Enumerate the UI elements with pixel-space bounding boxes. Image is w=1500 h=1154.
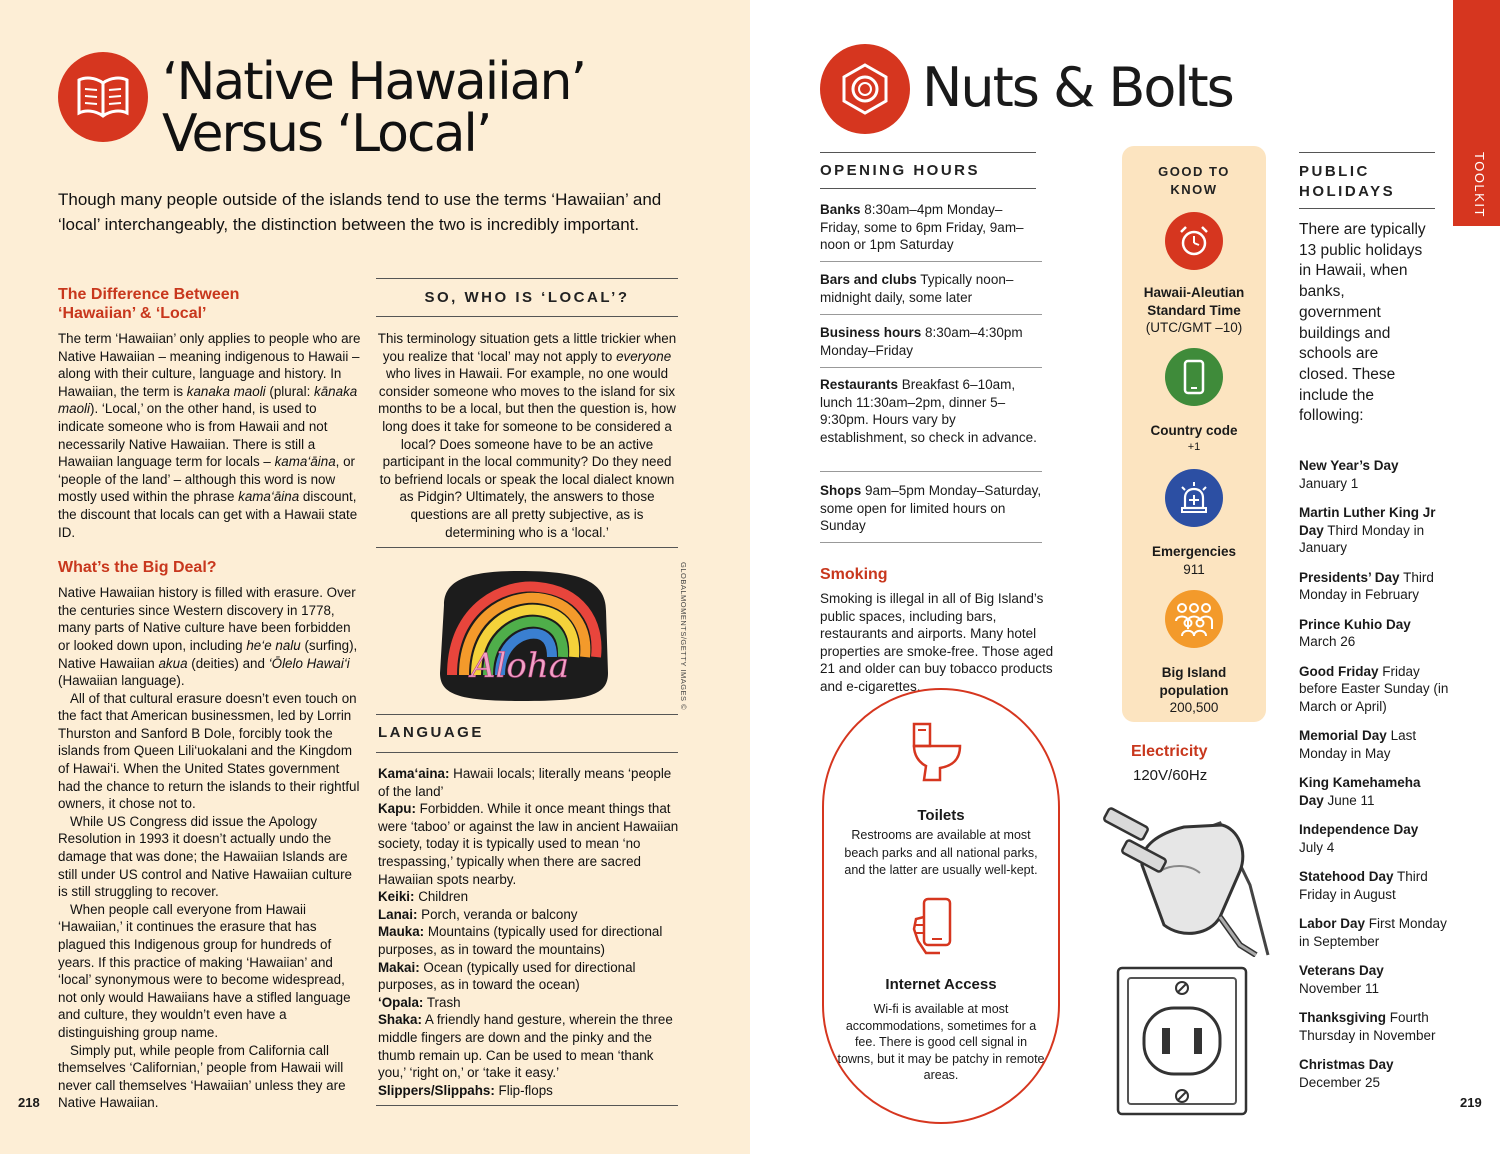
gtk-emergency-text [1122, 543, 1266, 578]
definition: Porch, veranda or balcony [417, 906, 578, 922]
text-run: kama‘āina [274, 454, 336, 470]
holiday-item [1299, 504, 1449, 557]
holiday-date: Last Monday in May [1299, 728, 1417, 761]
gtk-value: +1 [1187, 441, 1201, 453]
public-holidays-heading [1299, 162, 1395, 202]
holiday-name: Prince Kuhio Day [1299, 616, 1411, 632]
text-run: (surfing), Native Hawaiian [58, 637, 358, 671]
toilet-icon [910, 720, 966, 784]
holiday-item [1299, 962, 1449, 997]
language-item [378, 959, 682, 994]
smoking-heading: Smoking [820, 566, 888, 583]
gtk-country-text [1122, 422, 1266, 456]
holidays-intro: There are typically 13 public holidays in Hawaii, when banks, government buildings and schools are closed. These include the following: [1299, 221, 1426, 425]
divider [820, 367, 1042, 368]
divider [820, 471, 1042, 472]
holiday-item [1299, 774, 1449, 809]
page-number: 219 [1460, 1095, 1482, 1110]
us-plug-illustration [1100, 805, 1270, 957]
text-run: akua [158, 655, 188, 671]
oh-text: 9am–5pm Monday–Saturday, some open for limited hours on Sunday [820, 483, 1042, 533]
holiday-item [1299, 821, 1449, 856]
title-line-2: Versus ‘Local’ [162, 104, 491, 164]
language-item [378, 994, 682, 1012]
gtk-label: Emergencies [1151, 544, 1237, 559]
holiday-date: Third Friday in August [1299, 869, 1428, 902]
holidays-list [1299, 457, 1449, 1091]
term: Mauka: [378, 924, 425, 940]
definition: A friendly hand gesture, wherein the three middle fingers are down and the pinky and the thumb remain up. Can be used to mean ‘thank you,’ ‘right on,’ or ‘take it easy.’ [378, 1012, 673, 1081]
text-run: Native Hawaiian history is filled with erasure. Over the centuries since Western discovery in 1778, many parts of Native culture have been forbidden or looked down upon, including [58, 585, 356, 653]
text-run: ‘Ōlelo Hawai‘i [268, 655, 350, 671]
gtk-value: 911 [1183, 561, 1205, 577]
holiday-item [1299, 1056, 1449, 1091]
holiday-item [1299, 727, 1449, 762]
gtk-value: (UTC/GMT –10) [1145, 320, 1243, 335]
page-title [162, 52, 722, 164]
oh-text: Breakfast 6–10am, lunch 11:30am–2pm, dinner 5–9:30pm. Hours vary by establishment, so check in advance. [820, 377, 1037, 445]
internet-heading: Internet Access [885, 976, 997, 993]
holiday-item [1299, 915, 1449, 950]
paragraph [58, 584, 364, 690]
aloha-rock-photo [430, 565, 616, 705]
language-item [378, 800, 682, 888]
oh-label: Shops [820, 483, 862, 498]
definition: Trash [423, 994, 461, 1010]
definition: Flip-flops [494, 1082, 553, 1098]
right-page [750, 0, 1500, 1154]
oh-text: 8:30am–4:30pm Monday–Friday [820, 325, 1023, 358]
holiday-name: King Kamehameha Day [1299, 775, 1421, 808]
divider [376, 547, 678, 548]
paragraph: While US Congress did issue the Apology Resolution in 1993 it doesn’t actually undo the damage that was done; the Hawaiian Islands are still under US control and Native Hawaiian culture is still struggling to recover. [58, 813, 352, 900]
gtk-population [1165, 590, 1223, 648]
oh-text: Typically noon–midnight daily, some later [820, 272, 1014, 305]
opening-hours-restaurants [820, 376, 1042, 446]
divider [1299, 152, 1435, 153]
gtk-label: Standard Time [1147, 302, 1241, 318]
divider [820, 152, 1036, 153]
text-run: he‘e nalu [246, 637, 301, 653]
paragraph: Simply put, while people from California call themselves ‘Californian,’ people from Hawaii will never call themselves ‘Hawaiian’ unless they are Native Hawaiian. [58, 1042, 346, 1111]
book-icon [58, 52, 148, 142]
alarm-clock-icon [1165, 212, 1223, 270]
section-heading-big-deal: What’s the Big Deal? [58, 559, 217, 577]
term: Kama‘aina: [378, 766, 450, 781]
toilets-text: Restrooms are available at most beach parks and all national parks, and the latter are usually well-kept. [844, 828, 1038, 877]
holiday-date: Friday before Easter Sunday (in March or April) [1299, 663, 1449, 714]
photo-credit: GLOBALMOMENTS/GETTY IMAGES © [679, 562, 688, 711]
opening-hours-banks [820, 201, 1042, 254]
holiday-name: Christmas Day [1299, 1057, 1394, 1072]
holiday-name: Veterans Day [1299, 963, 1384, 978]
holiday-date: Third Monday in January [1299, 522, 1425, 555]
text-run: This terminology situation gets a little trickier when you realize that ‘local’ may not apply to [377, 331, 677, 364]
difference-paragraph [58, 330, 364, 541]
opening-hours-business [820, 324, 1042, 359]
heading-line: HOLIDAYS [1299, 183, 1396, 200]
divider [376, 1105, 678, 1106]
term: ‘Opala: [378, 994, 424, 1010]
oh-label: Banks [820, 202, 861, 217]
rock-text: Aloha [470, 646, 570, 686]
divider [376, 278, 678, 279]
language-item [378, 906, 682, 924]
toolkit-tab-label: TOOLKIT [1472, 152, 1487, 218]
holiday-date: Third Monday in February [1299, 569, 1434, 602]
page-title: Nuts & Bolts [922, 56, 1233, 119]
phone-hand-icon [910, 895, 966, 959]
text-run: (Hawaiian language). [58, 673, 185, 689]
gtk-country-code [1165, 348, 1223, 406]
holiday-name: Independence Day [1299, 822, 1419, 837]
smoking-text: Smoking is illegal in all of Big Island’s public spaces, including bars, restaurants and airports. Many hotel properties are smoke-free. Those aged 21 and older can buy tobacco products and e-cigarettes. [820, 591, 1054, 694]
section-heading-difference [58, 285, 364, 323]
heading-line: KNOW [1170, 182, 1218, 197]
holiday-date: Fourth Thursday in November [1299, 1010, 1436, 1043]
divider [376, 316, 678, 317]
divider [820, 261, 1042, 262]
holiday-name: New Year’s Day [1299, 458, 1399, 473]
opening-hours-heading: OPENING HOURS [820, 162, 981, 179]
toilets-heading: Toilets [917, 807, 965, 824]
heading-line: ‘Hawaiian’ & ‘Local’ [58, 305, 207, 322]
holiday-date: June 11 [1327, 792, 1375, 808]
holiday-name: Statehood Day [1299, 869, 1394, 884]
holiday-item [1299, 569, 1449, 604]
heading-line: The Difference Between [58, 286, 240, 303]
big-deal-body [58, 584, 364, 1112]
power-outlet-illustration [1116, 966, 1248, 1116]
divider [376, 714, 678, 715]
holiday-item [1299, 457, 1449, 492]
paragraph: All of that cultural erasure doesn’t even touch on the fact that American businessmen, led by Lorrin Thurston and Sanford B Dole, forcibly took the islands from Queen Lili‘uokalani and the Kingdom of Hawai‘i. When the United States government had the chance to return the islands to their rightful owners, it chose not to. [58, 690, 360, 812]
page-number: 218 [18, 1095, 40, 1110]
mobile-phone-icon [1165, 348, 1223, 406]
text-run: (deities) and [187, 655, 269, 671]
language-list [378, 765, 682, 1099]
holiday-item [1299, 663, 1449, 716]
text-run: , or ‘people of the land’ – although this word is now mostly used within the phrase [58, 454, 356, 505]
definition: Mountains (typically used for directional purposes, as in toward the mountains) [378, 924, 663, 957]
divider [820, 188, 1036, 189]
gtk-population-text [1122, 664, 1266, 717]
siren-icon [1165, 469, 1223, 527]
holiday-date: December 25 [1299, 1074, 1381, 1090]
electricity-value: 120V/60Hz [1133, 767, 1208, 784]
language-item [378, 1011, 682, 1081]
language-item [378, 888, 682, 906]
internet-text: Wi-fi is available at most accommodations, sometimes for a fee. There is good cell signal in towns, but it may be patchy in remote areas. [837, 1002, 1045, 1082]
oh-text: 8:30am–4pm Monday–Friday, some to 6pm Friday, 9am–noon or 1pm Saturday [820, 202, 1024, 252]
divider [376, 752, 678, 753]
people-icon [1165, 590, 1223, 648]
heading-line: GOOD TO [1158, 164, 1230, 179]
opening-hours-shops [820, 482, 1042, 535]
holiday-date: July 4 [1299, 839, 1335, 855]
oh-label: Business hours [820, 325, 922, 340]
divider [820, 314, 1042, 315]
text-run: discount, the discount that locals can get with a Hawaii state ID. [58, 489, 358, 540]
divider [820, 542, 1042, 543]
oh-label: Restaurants [820, 377, 899, 392]
intro-paragraph: Though many people outside of the islands tend to use the terms ‘Hawaiian’ and ‘local’ interchangeably, the distinction between the two is incredibly important. [58, 190, 662, 234]
term: Keiki: [378, 889, 415, 905]
holiday-name: Martin Luther King Jr Day [1299, 505, 1436, 538]
definition: Children [414, 889, 469, 905]
holiday-item [1299, 616, 1449, 651]
language-item [378, 765, 682, 800]
title-line-1: ‘Native Hawaiian’ [162, 52, 586, 112]
heading-line: PUBLIC [1299, 163, 1370, 180]
holiday-name: Presidents’ Day [1299, 569, 1400, 585]
text-run: ). ‘Local,’ on the other hand, is used to indicate someone who is from Hawaii and not necessarily Native Hawaiian. There is still a Hawaiian language term for locals – [58, 401, 328, 470]
gtk-emergency [1165, 469, 1223, 527]
gtk-label: population [1159, 682, 1229, 698]
sidebar-body [376, 330, 678, 541]
holiday-date: November 11 [1299, 980, 1380, 996]
opening-hours-bars [820, 271, 1042, 306]
definition: Ocean (typically used for directional purposes, as in toward the ocean) [378, 959, 636, 993]
oh-label: Bars and clubs [820, 272, 917, 287]
term: Shaka: [378, 1012, 422, 1028]
gtk-time-text [1122, 284, 1266, 337]
sidebar-heading: SO, WHO IS ‘LOCAL’? [424, 289, 630, 306]
text-run: who lives in Hawaii. For example, no one would consider someone who moves to the island for six months to be a local, but then the question is, how long does it take for someone to be considered a local? Does someone have to be an active participant in the local community? Do they need to befriend locals or speak the local dialect known as Pidgin? Ultimately, the answers to those questions are all pretty subjective, as is determining who is a ‘local.’ [378, 366, 676, 540]
electricity-heading: Electricity [1131, 743, 1208, 760]
language-heading: LANGUAGE [378, 724, 484, 741]
text-run: The term ‘Hawaiian’ only applies to people who are Native Hawaiian – meaning indigenous to Hawaii – along with their culture, language and history. In Hawaiian, the term is [58, 331, 361, 399]
term: Kapu: [378, 801, 416, 817]
bolt-icon [820, 44, 910, 134]
divider [1299, 208, 1435, 209]
text-run: kama‘āina [238, 489, 300, 505]
gtk-time [1165, 212, 1223, 270]
text-run: kānaka maoli [58, 383, 358, 417]
text-run: (plural: [265, 383, 315, 399]
gtk-label: Big Island [1161, 665, 1227, 680]
definition: Forbidden. While it once meant things that were ‘taboo’ or against the law in ancient Hawaiian society, today it is typically used to mean ‘no trespassing,’ typically when there are sacred Hawaiian spots nearby. [378, 801, 679, 887]
gtk-value: 200,500 [1169, 700, 1219, 715]
holiday-date: March 26 [1299, 634, 1356, 649]
good-to-know-heading [1122, 163, 1266, 199]
holiday-item [1299, 868, 1449, 903]
holiday-date: First Monday in September [1299, 916, 1447, 949]
holiday-item [1299, 1009, 1449, 1044]
holiday-name: Thanksgiving [1299, 1010, 1387, 1025]
text-run: kanaka maoli [186, 383, 266, 399]
gtk-label: Hawaii-Aleutian [1143, 285, 1245, 300]
main-column [58, 285, 364, 1112]
gtk-label: Country code [1150, 423, 1238, 438]
definition: Hawaii locals; literally means ‘people of the land’ [378, 766, 672, 799]
holiday-name: Labor Day [1299, 916, 1366, 931]
term: Lanai: [378, 906, 418, 922]
language-item [378, 923, 682, 958]
term: Slippers/Slippahs: [378, 1082, 495, 1098]
photo-credit-box [678, 562, 688, 712]
holiday-name: Memorial Day [1299, 728, 1387, 743]
paragraph: When people call everyone from Hawaii ‘Hawaiian,’ it continues the erasure that has plagued this Indigenous group for hundreds of years. If this practice of making ‘Hawaiian’ and ‘local’ synonymous were to become widespread, not only would Hawaiians have a stifled language and culture, they wouldn’t even have a distinguishing group name. [58, 901, 351, 1040]
holiday-date: January 1 [1299, 475, 1359, 491]
holiday-name: Good Friday [1299, 663, 1379, 679]
term: Makai: [378, 959, 420, 975]
toolkit-tab[interactable] [1453, 0, 1500, 226]
text-run: everyone [616, 348, 672, 364]
language-item [378, 1082, 682, 1100]
